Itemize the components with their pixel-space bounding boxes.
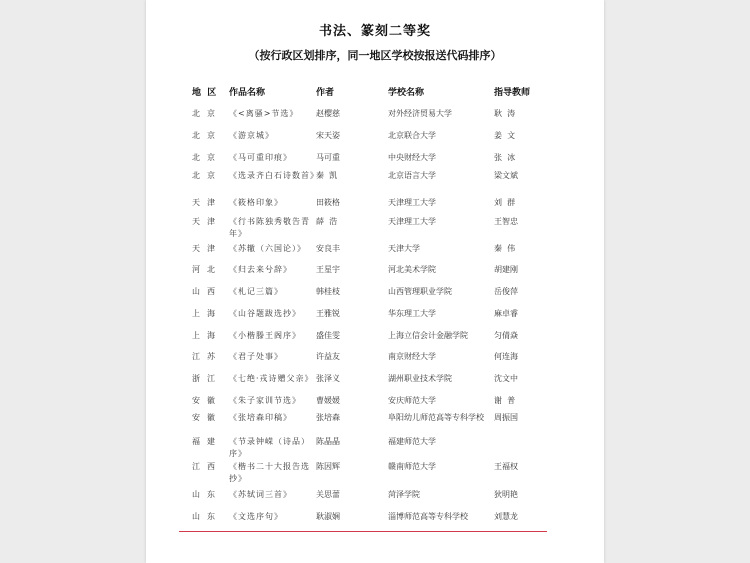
teacher-cell: 沈文中 [494,374,518,383]
author-cell: 张培森 [316,413,340,422]
school-cell: 中央财经大学 [388,153,436,162]
school-cell: 阜阳幼儿师范高等专科学校 [388,413,484,422]
teacher-cell: 刘慧龙 [494,512,518,521]
author-cell: 安良丰 [316,244,340,253]
teacher-cell: 匀倩焱 [494,331,518,340]
region-cell: 北京 [192,171,222,180]
region-cell: 天津 [192,198,222,207]
work-title-cell: 《筱格印象》 [229,198,283,207]
author-cell: 耿淑娴 [316,512,340,521]
author-cell: 韩桂枝 [316,287,340,296]
author-cell: 王雅锐 [316,309,340,318]
region-cell: 北京 [192,109,222,118]
school-cell: 山西管理职业学院 [388,287,452,296]
school-cell: 天津大学 [388,244,420,253]
author-cell: 田筱格 [316,198,340,207]
work-title-cell: 《选录齐白石诗数首》 [229,171,319,180]
author-cell: 赵樱慈 [316,109,340,118]
work-title-cell: 《苏轼词三首》 [229,490,292,499]
teacher-cell: 耿 涛 [494,109,516,118]
author-cell: 关思蕾 [316,490,340,499]
work-title-cell: 《归去来兮辞》 [229,265,292,274]
header-work: 作品名称 [229,88,266,98]
work-title-cell: 《节录钟嵘（诗品）序》 [229,437,310,458]
work-title-cell: 《山谷题跋选抄》 [229,309,301,318]
region-cell: 安徽 [192,396,222,405]
region-cell: 天津 [192,244,222,253]
teacher-cell: 麻卓睿 [494,309,518,318]
teacher-cell: 狄明艳 [494,490,518,499]
author-cell: 宋天姿 [316,131,340,140]
region-cell: 安徽 [192,413,222,422]
teacher-cell: 秦 伟 [494,244,516,253]
region-cell: 江西 [192,462,222,471]
work-title-cell: 《君子处事》 [229,352,283,361]
teacher-cell: 何连海 [494,352,518,361]
school-cell: 河北美术学院 [388,265,436,274]
work-title-cell: 《游京城》 [229,131,274,140]
work-title-cell: 《楷书二十大报告选抄》 [229,462,310,483]
school-cell: 湖州职业技术学院 [388,374,452,383]
author-cell: 马可重 [316,153,340,162]
teacher-cell: 梁文斌 [494,171,518,180]
region-cell: 上海 [192,331,222,340]
region-cell: 山东 [192,512,222,521]
school-cell: 南京财经大学 [388,352,436,361]
work-title-cell: 《七绝·戎诗赠父亲》 [229,374,314,383]
region-cell: 浙江 [192,374,222,383]
teacher-cell: 王智忠 [494,217,518,226]
work-title-cell: 《文选序句》 [229,512,283,521]
school-cell: 天津理工大学 [388,217,436,226]
region-cell: 山东 [192,490,222,499]
teacher-cell: 姜 文 [494,131,516,140]
region-cell: 江苏 [192,352,222,361]
school-cell: 淄博师范高等专科学校 [388,512,468,521]
author-cell: 张泽义 [316,374,340,383]
work-title-cell: 《马可重印痕》 [229,153,292,162]
author-cell: 许益友 [316,352,340,361]
author-cell: 秦 凯 [316,171,338,180]
author-cell: 薛 浩 [316,217,338,226]
region-cell: 北京 [192,131,222,140]
school-cell: 赣南师范大学 [388,462,436,471]
author-cell: 曹媛媛 [316,396,340,405]
work-title-cell: 《苏辙（六国论）》 [229,244,306,253]
region-cell: 福建 [192,437,222,446]
school-cell: 北京联合大学 [388,131,436,140]
school-cell: 华东理工大学 [388,309,436,318]
document-title: 书法、篆刻二等奖 [318,24,431,39]
header-teacher: 指导教师 [494,88,531,98]
region-cell: 上海 [192,309,222,318]
document-subtitle: （按行政区划排序，同一地区学校按报送代码排序） [248,49,502,62]
work-title-cell: 《行书陈独秀敬告青年》 [229,217,310,238]
work-title-cell: 《张培森印稿》 [229,413,292,422]
teacher-cell: 岳俊萍 [494,287,518,296]
school-cell: 北京语言大学 [388,171,436,180]
work-title-cell: 《札记三篇》 [229,287,283,296]
region-cell: 北京 [192,153,222,162]
author-cell: 盛佳雯 [316,331,340,340]
teacher-cell: 张 冰 [494,153,516,162]
school-cell: 天津理工大学 [388,198,436,207]
school-cell: 安庆师范大学 [388,396,436,405]
region-cell: 河北 [192,265,222,274]
work-title-cell: 《小楷滕王阁序》 [229,331,301,340]
teacher-cell: 谢 普 [494,396,516,405]
region-cell: 山西 [192,287,222,296]
header-region: 地 区 [192,88,217,98]
region-cell: 天津 [192,217,222,226]
bottom-rule [179,531,547,532]
author-cell: 陈因辉 [316,462,340,471]
header-author: 作者 [316,88,335,98]
author-cell: 王星宇 [316,265,340,274]
header-school: 学校名称 [388,88,425,98]
author-cell: 陈晶晶 [316,437,340,446]
school-cell: 福建师范大学 [388,437,436,446]
document-page [146,0,604,563]
work-title-cell: 《朱子家训节选》 [229,396,301,405]
school-cell: 菏泽学院 [388,490,420,499]
teacher-cell: 王福权 [494,462,518,471]
teacher-cell: 胡建刚 [494,265,518,274]
teacher-cell: 周振国 [494,413,518,422]
school-cell: 上海立信会计金融学院 [388,331,468,340]
school-cell: 对外经济贸易大学 [388,109,452,118]
work-title-cell: 《<离骚>节选》 [229,109,299,118]
teacher-cell: 刘 群 [494,198,516,207]
